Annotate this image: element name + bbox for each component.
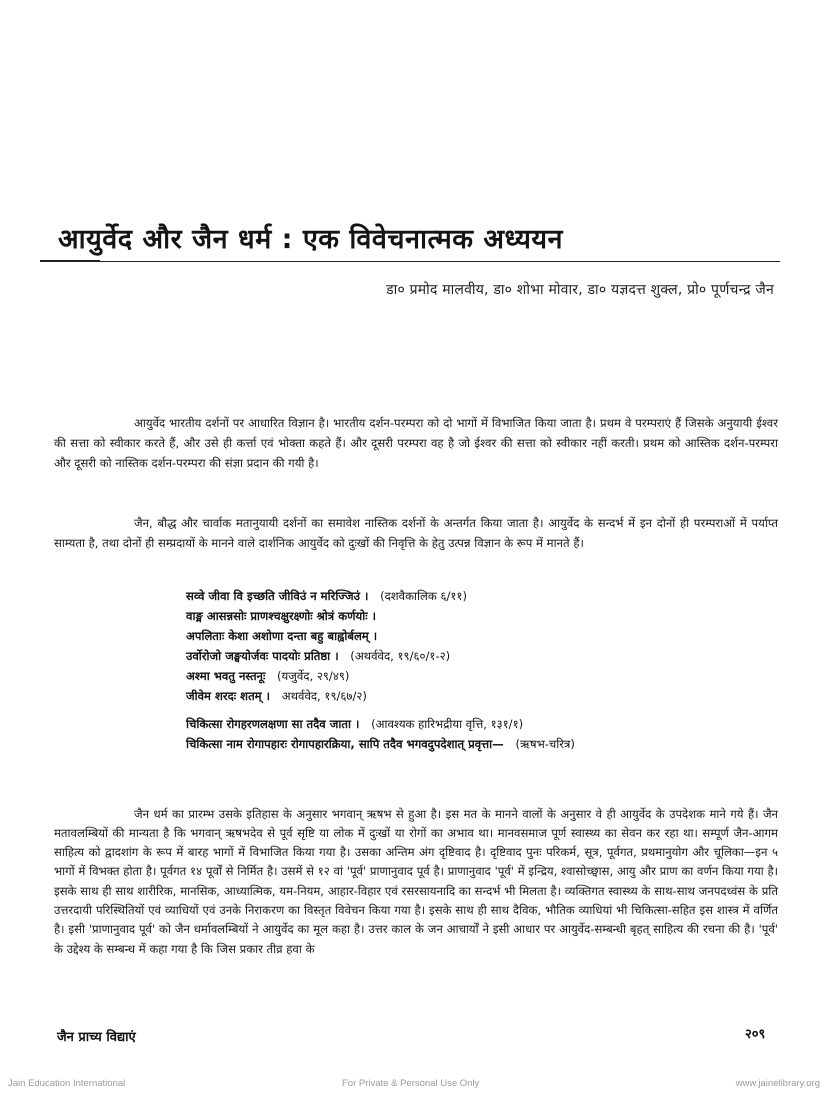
quotation-text: सव्वे जीवा वि इच्छति जीविउं न मरिज्जिउं । [186,589,369,603]
quotation-line [186,626,575,646]
quotation-line [186,666,575,686]
quotation-text: अपलिताः केशा अशोणा दन्ता बहु बाह्वोर्बलम् । [186,629,378,643]
quotation-text: उर्वोरोजो जङ्घयोर्जवः पादयोः प्रतिष्ठा । [186,649,339,663]
quotation-text: वाङ्म आसन्नसोः प्राणश्चक्षुरक्ष्णोः श्रोत्रं कर्णयोः । [186,609,377,623]
title-divider [40,261,780,262]
quotation-source: (यजुर्वेद, २९/४९) [277,669,350,683]
quotation-source: अथर्ववेद, १९/६७/२) [281,689,367,703]
quotation-source: (आवश्यक हारिभद्रीया वृत्ति, १३१/१) [371,717,524,731]
journal-name: जैन प्राच्य विद्याएं [57,1030,136,1045]
quotation-source: (दशवैकालिक ६/११) [380,589,467,603]
article-title: आयुर्वेद और जैन धर्म : एक विवेचनात्मक अध्ययन [58,224,563,255]
page-number: २०९ [745,1027,766,1042]
quotation-text: चिकित्सा नाम रोगापहारः रोगापहारक्रिया, सापि तदैव भगवदुपदेशात् प्रवृत्ता— [186,737,504,751]
quotation-line [186,606,575,626]
quotation-spacer [186,706,575,714]
quotation-source: (अथर्ववेद, १९/६०/१-२) [350,649,451,663]
watermark-right[interactable]: www.jainelibrary.org [735,1078,820,1089]
quotation-text: अश्मा भवतु नस्तनूः [186,669,266,683]
quotation-block [186,586,575,754]
watermark-center: For Private & Personal Use Only [342,1078,480,1089]
paragraph-3: जैन धर्म का प्रारम्भ उसके इतिहास के अनुसार भगवान् ऋषभ से हुआ है। इस मत के मानने वालों के अनुसार वे ही आयुर्वेद के उपदेशक माने गये हैं। जैन मतावलम्बियों की मान्यता है कि भगवान् ऋषभदेव से पूर्व सृष्टि या लोक में दुःखों या रोगों का अभाव था। मानवसमाज पूर्ण स्वास्थ्य का सेवन कर रहा था। सम्पूर्ण जैन-आगम साहित्य को द्वादशांग के रूप में बारह भागों में विभाजित किया गया है। उसका अन्तिम अंग दृष्टिवाद है। दृष्टिवाद पुनः परिकर्म, सूत्र, पूर्वगत, प्रथमानुयोग और चूलिका—इन ५ भागों में विभक्त होता है। पूर्वगत १४ पूर्वों से निर्मित है। उसमें से १२ वां 'पूर्व' प्राणानुवाद पूर्व है। प्राणानुवाद 'पूर्व' में इन्द्रिय, श्वासोच्छ्वास, आयु और प्राण का वर्णन किया गया है। इसके साथ ही साथ शारीरिक, मानसिक, आध्यात्मिक, यम-नियम, आहार-विहार एवं रसरसायनादि का सन्दर्भ भी मिलता है। व्यक्तिगत स्वास्थ्य के साथ-साथ जनपदध्वंस के प्रति उत्तरदायी परिस्थितियों एवं व्याधियों एवं उनके निराकरण का विस्तृत विवेचन किया गया है। इसके साथ ही साथ दैविक, भौतिक व्याधियां भी चिकित्सा-सहित इस शास्त्र में वर्णित है। इसी 'प्राणानुवाद पूर्व' को जैन धर्मावलम्बियों ने आयुर्वेद का मूल कहा है। उत्तर काल के जन आचार्यों ने इसी आधार पर आयुर्वेद-सम्बन्धी बृहत् साहित्य की रचना की है। 'पूर्व' के उद्देश्य के सम्बन्ध में कहा गया है कि जिस प्रकार तीव्र हवा के [54,806,778,956]
article-authors: डा० प्रमोद मालवीय, डा० शोभा मोवार, डा० यज्ञदत्त शुक्ल, प्रो० पूर्णचन्द्र जैन [386,282,774,298]
watermark-left: Jain Education International [8,1078,126,1089]
quotation-line [186,646,575,666]
quotation-line [186,714,575,734]
paragraph-1: आयुर्वेद भारतीय दर्शनों पर आधारित विज्ञान है। भारतीय दर्शन-परम्परा को दो भागों में विभाजित किया जाता है। प्रथम वे परम्पराएं हैं जिसके अनुयायी ईश्वर की सत्ता को स्वीकार करते हैं, और उसे ही कर्त्ता एवं भोक्ता कहते हैं। और दूसरी परम्परा वह है जो ईश्वर की सत्ता को स्वीकार नहीं करती। प्रथम को आस्तिक दर्शन-परम्परा और दूसरी को नास्तिक दर्शन-परम्परा की संज्ञा प्रदान की गयी है। [54,415,778,470]
paragraph-2: जैन, बौद्ध और चार्वाक मतानुयायी दर्शनों का समावेश नास्तिक दर्शनों के अन्तर्गत किया जाता है। आयुर्वेद के सन्दर्भ में इन दोनों ही परम्पराओं में पर्याप्त साम्यता है, तथा दोनों ही सम्प्रदायों के मानने वाले दार्शनिक आयुर्वेद को दुःखों की निवृत्ति के हेतु उत्पन्न विज्ञान के रूप में मानते हैं। [54,515,778,550]
quotation-source: (ऋषभ-चरित्र) [515,737,575,751]
quotation-line [186,686,575,706]
quotation-text: जीवेम शरदः शतम् । [186,689,271,703]
quotation-text: चिकित्सा रोगहरणलक्षणा सा तदैव जाता । [186,717,360,731]
title-divider-accent [40,260,100,262]
quotation-line [186,734,575,754]
quotation-line [186,586,575,606]
